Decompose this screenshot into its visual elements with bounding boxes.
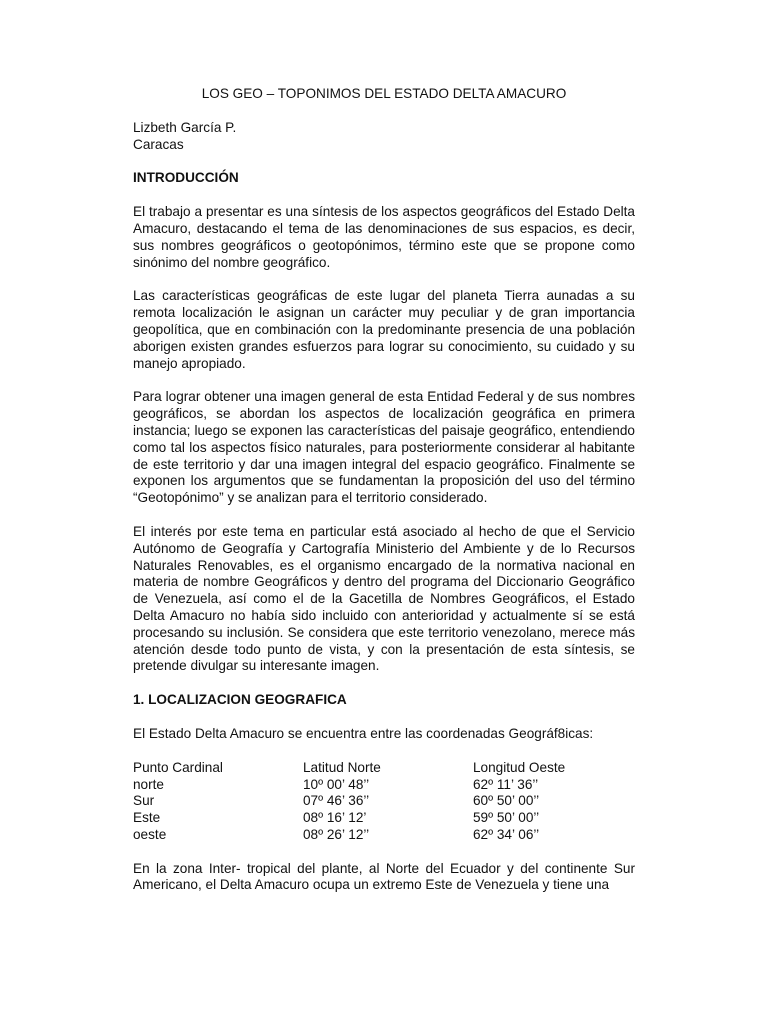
table-cell: norte <box>133 776 164 792</box>
paragraph: En la zona Inter- tropical del plante, al Norte del Ecuador y del continente Sur Americano, el Delta Amacuro ocupa un extremo Este de Venezuela y tiene una <box>133 860 635 893</box>
paragraph: Las características geográficas de este lugar del planeta Tierra aunadas a su remota localización le asignan un carácter muy peculiar y de gran importancia geopolítica, que en combinación con la predominante presencia de una población aborigen existen grandes esfuerzos para lograr su conocimiento, su cuidado y su manejo apropiado. <box>133 288 635 371</box>
table-cell: 62º 11’ 36’’ <box>473 776 539 792</box>
table-cell: 08º 16’ 12’ <box>303 810 367 826</box>
author-name: Lizbeth García P. <box>133 119 237 135</box>
table-cell: 60º 50’ 00’’ <box>473 793 540 809</box>
document-title: LOS GEO – TOPONIMOS DEL ESTADO DELTA AMACURO <box>201 86 567 101</box>
table-cell: 07º 46’ 36’’ <box>303 793 370 809</box>
table-cell: 08º 26’ 12’’ <box>303 826 370 842</box>
table-cell: 62º 34’ 06’’ <box>473 826 540 842</box>
table-header: Latitud Norte <box>303 759 381 775</box>
table-cell: Este <box>133 810 161 826</box>
section-heading-localizacion: 1. LOCALIZACION GEOGRAFICA <box>133 692 347 708</box>
coordinates-table <box>133 760 635 844</box>
section-intro: El Estado Delta Amacuro se encuentra entre las coordenadas Geográf8icas: <box>133 725 594 741</box>
intro-heading: INTRODUCCIÓN <box>133 170 239 186</box>
table-header: Punto Cardinal <box>133 759 223 775</box>
table-cell: oeste <box>133 826 167 842</box>
paragraph: El trabajo a presentar es una síntesis de los aspectos geográficos del Estado Delta Amacuro, destacando el tema de las denominaciones de sus espacios, es decir, sus nombres geográficos o geotopónimos, término este que se propone como sinónimo del nombre geográfico. <box>133 204 635 270</box>
table-cell: Sur <box>133 793 155 809</box>
table-cell: 59º 50’ 00’’ <box>473 810 540 826</box>
author-city: Caracas <box>133 136 184 152</box>
table-header: Longitud Oeste <box>473 759 566 775</box>
paragraph: El interés por este tema en particular está asociado al hecho de que el Servicio Autónomo de Geografía y Cartografía Ministerio del Ambiente y de lo Recursos Naturales Renovables, es el organismo encargado de la normativa nacional en materia de nombre Geográficos y dentro del programa del Diccionario Geográfico de Venezuela, así como el de la Gacetilla de Nombres Geográficos, el Estado Delta Amacuro no había sido incluido con anterioridad y actualmente sí se está procesando su inclusión. Se considera que este territorio venezolano, merece más atención desde todo punto de vista, y con la presentación de esta síntesis, se pretende divulgar su interesante imagen. <box>133 523 635 674</box>
document-page <box>133 86 635 911</box>
paragraph: Para lograr obtener una imagen general de esta Entidad Federal y de sus nombres geográficos, se abordan los aspectos de localización geográfica en primera instancia; luego se exponen las características del paisaje geográfico, entendiendo como tal los aspectos físico naturales, para posteriormente considerar al habitante de este territorio y dar una imagen integral del espacio geográfico. Finalmente se exponen los argumentos que se fundamentan la proposición del uso del término “Geotopónimo” y se analizan para el territorio considerado. <box>133 389 635 506</box>
table-cell: 10º 00’ 48’’ <box>303 776 370 792</box>
